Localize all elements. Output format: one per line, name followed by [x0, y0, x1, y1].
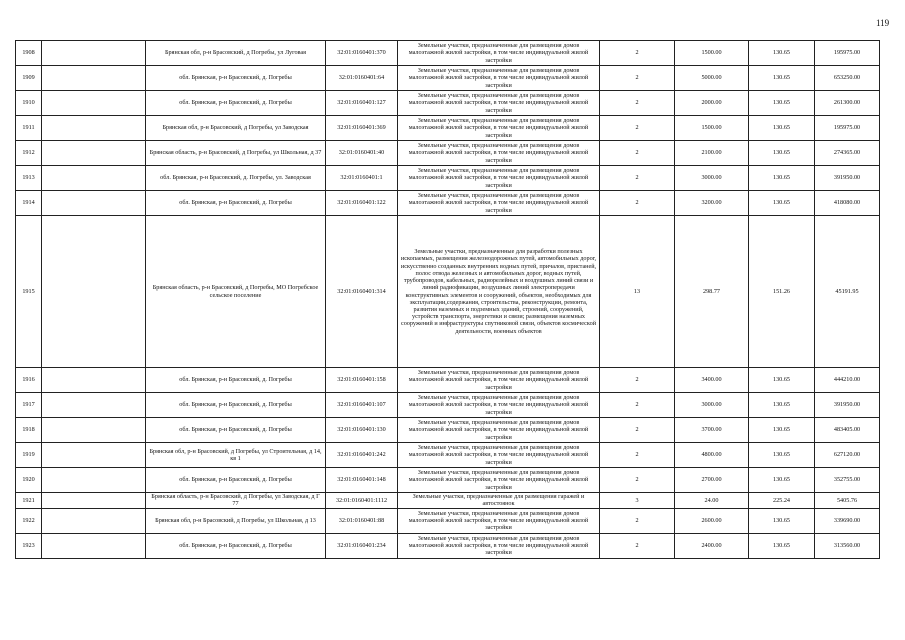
land-use-cell: Земельные участки, предназначенные для размещения домов малоэтажной жилой застройки, в том числе индивидуальной жилой застройки: [398, 141, 600, 166]
cadastral-number-cell: 32:01:0160401:242: [326, 443, 398, 468]
land-use-cell: Земельные участки, предназначенные для размещения домов малоэтажной жилой застройки, в том числе индивидуальной жилой застройки: [398, 443, 600, 468]
row-number-cell: 1923: [16, 533, 42, 558]
area-cell: 298.77: [675, 216, 749, 368]
group-cell: 2: [600, 41, 675, 66]
group-cell: 2: [600, 368, 675, 393]
cadastral-value-cell: 339690.00: [815, 508, 880, 533]
address-cell: обл. Брянская, р-н Брасовский, д. Погребы: [146, 418, 326, 443]
cadastral-value-cell: 391950.00: [815, 166, 880, 191]
cadastral-value-cell: 653250.00: [815, 66, 880, 91]
group-cell: 3: [600, 493, 675, 509]
table-row: [16, 66, 880, 91]
address-cell: Брянская обл, р-н Брасовский, д Погребы, ул Строительная, д 14, кв 1: [146, 443, 326, 468]
cadastral-number-cell: 32:01:0160401:234: [326, 533, 398, 558]
table-row: [16, 533, 880, 558]
group-cell: 2: [600, 468, 675, 493]
row-number-cell: 1918: [16, 418, 42, 443]
group-cell: 2: [600, 533, 675, 558]
cadastral-number-cell: 32:01:0160401:127: [326, 91, 398, 116]
cadastral-number-cell: 32:01:0160401:107: [326, 393, 398, 418]
row-number-cell: 1920: [16, 468, 42, 493]
area-cell: 2000.00: [675, 91, 749, 116]
cadastral-number-cell: 32:01:0160401:158: [326, 368, 398, 393]
address-cell: Брянская обл, р-н Брасовский, д Погребы, ул Школьная, д 13: [146, 508, 326, 533]
land-use-cell: Земельные участки, предназначенные для размещения домов малоэтажной жилой застройки, в том числе индивидуальной жилой застройки: [398, 116, 600, 141]
blank-cell: [42, 368, 146, 393]
specific-value-cell: 130.65: [749, 468, 815, 493]
group-cell: 2: [600, 166, 675, 191]
table-row: [16, 91, 880, 116]
land-use-cell: Земельные участки, предназначенные для размещения домов малоэтажной жилой застройки, в том числе индивидуальной жилой застройки: [398, 191, 600, 216]
address-cell: обл. Брянская, р-н Брасовский, д. Погребы: [146, 393, 326, 418]
group-cell: 2: [600, 393, 675, 418]
cadastral-value-cell: 444210.00: [815, 368, 880, 393]
specific-value-cell: 130.65: [749, 166, 815, 191]
cadastral-value-cell: 313560.00: [815, 533, 880, 558]
area-cell: 3400.00: [675, 368, 749, 393]
page-number: 119: [876, 18, 890, 28]
cadastral-number-cell: 32:01:0160401:1112: [326, 493, 398, 509]
row-number-cell: 1917: [16, 393, 42, 418]
row-number-cell: 1910: [16, 91, 42, 116]
table-row: [16, 393, 880, 418]
land-use-cell: Земельные участки, предназначенные для размещения домов малоэтажной жилой застройки, в том числе индивидуальной жилой застройки: [398, 393, 600, 418]
cadastral-value-cell: 352755.00: [815, 468, 880, 493]
specific-value-cell: 130.65: [749, 66, 815, 91]
table-row: [16, 116, 880, 141]
table-row: [16, 508, 880, 533]
cadastral-value-cell: 5405.76: [815, 493, 880, 509]
area-cell: 3200.00: [675, 191, 749, 216]
specific-value-cell: 130.65: [749, 116, 815, 141]
address-cell: обл. Брянская, р-н Брасовский, д. Погребы, ул. Заводская: [146, 166, 326, 191]
specific-value-cell: 130.65: [749, 191, 815, 216]
group-cell: 2: [600, 418, 675, 443]
address-cell: Брянская область, р-н Брасовский, д Погребы, МО Погребское сельское поселение: [146, 216, 326, 368]
blank-cell: [42, 191, 146, 216]
table-row: [16, 191, 880, 216]
specific-value-cell: 130.65: [749, 533, 815, 558]
area-cell: 3000.00: [675, 393, 749, 418]
address-cell: обл. Брянская, р-н Брасовский, д. Погребы: [146, 91, 326, 116]
table-row: [16, 468, 880, 493]
blank-cell: [42, 116, 146, 141]
row-number-cell: 1916: [16, 368, 42, 393]
land-use-cell: Земельные участки, предназначенные для размещения домов малоэтажной жилой застройки, в том числе индивидуальной жилой застройки: [398, 418, 600, 443]
cadastral-value-table: [15, 40, 880, 559]
cadastral-number-cell: 32:01:0160401:369: [326, 116, 398, 141]
area-cell: 2100.00: [675, 141, 749, 166]
table-row: [16, 216, 880, 368]
specific-value-cell: 130.65: [749, 141, 815, 166]
blank-cell: [42, 141, 146, 166]
land-use-cell: Земельные участки, предназначенные для размещения домов малоэтажной жилой застройки, в том числе индивидуальной жилой застройки: [398, 91, 600, 116]
group-cell: 2: [600, 91, 675, 116]
area-cell: 3000.00: [675, 166, 749, 191]
address-cell: Брянская обл, р-н Брасовский, д Погребы, ул Заводская: [146, 116, 326, 141]
blank-cell: [42, 216, 146, 368]
blank-cell: [42, 508, 146, 533]
group-cell: 2: [600, 116, 675, 141]
area-cell: 4800.00: [675, 443, 749, 468]
cadastral-number-cell: 32:01:0160401:122: [326, 191, 398, 216]
specific-value-cell: 130.65: [749, 41, 815, 66]
land-use-cell: Земельные участки, предназначенные для размещения домов малоэтажной жилой застройки, в том числе индивидуальной жилой застройки: [398, 368, 600, 393]
area-cell: 2700.00: [675, 468, 749, 493]
group-cell: 2: [600, 508, 675, 533]
area-cell: 2600.00: [675, 508, 749, 533]
row-number-cell: 1913: [16, 166, 42, 191]
address-cell: обл. Брянская, р-н Брасовский, д. Погребы: [146, 368, 326, 393]
cadastral-value-cell: 391950.00: [815, 393, 880, 418]
row-number-cell: 1912: [16, 141, 42, 166]
land-use-cell: Земельные участки, предназначенные для размещения домов малоэтажной жилой застройки, в том числе индивидуальной жилой застройки: [398, 66, 600, 91]
cadastral-number-cell: 32:01:0160401:314: [326, 216, 398, 368]
group-cell: 2: [600, 443, 675, 468]
specific-value-cell: 130.65: [749, 418, 815, 443]
row-number-cell: 1911: [16, 116, 42, 141]
cadastral-number-cell: 32:01:0160401:370: [326, 41, 398, 66]
group-cell: 2: [600, 141, 675, 166]
group-cell: 13: [600, 216, 675, 368]
table-body: [16, 41, 880, 559]
table-row: [16, 166, 880, 191]
blank-cell: [42, 41, 146, 66]
cadastral-value-cell: 627120.00: [815, 443, 880, 468]
blank-cell: [42, 91, 146, 116]
group-cell: 2: [600, 191, 675, 216]
row-number-cell: 1909: [16, 66, 42, 91]
land-use-cell: Земельные участки, предназначенные для размещения домов малоэтажной жилой застройки, в том числе индивидуальной жилой застройки: [398, 468, 600, 493]
address-cell: обл. Брянская, р-н Брасовский, д. Погребы: [146, 468, 326, 493]
cadastral-value-cell: 45191.95: [815, 216, 880, 368]
cadastral-value-cell: 195975.00: [815, 41, 880, 66]
cadastral-number-cell: 32:01:0160401:1: [326, 166, 398, 191]
specific-value-cell: 130.65: [749, 393, 815, 418]
blank-cell: [42, 66, 146, 91]
group-cell: 2: [600, 66, 675, 91]
address-cell: обл. Брянская, р-н Брасовский, д. Погребы: [146, 533, 326, 558]
cadastral-number-cell: 32:01:0160401:88: [326, 508, 398, 533]
area-cell: 5000.00: [675, 66, 749, 91]
blank-cell: [42, 166, 146, 191]
land-use-cell: Земельные участки, предназначенные для размещения гаражей и автостоянок: [398, 493, 600, 509]
blank-cell: [42, 533, 146, 558]
cadastral-number-cell: 32:01:0160401:148: [326, 468, 398, 493]
blank-cell: [42, 493, 146, 509]
cadastral-value-cell: 261300.00: [815, 91, 880, 116]
area-cell: 2400.00: [675, 533, 749, 558]
land-use-cell: Земельные участки, предназначенные для размещения домов малоэтажной жилой застройки, в том числе индивидуальной жилой застройки: [398, 166, 600, 191]
area-cell: 1500.00: [675, 41, 749, 66]
blank-cell: [42, 443, 146, 468]
table-row: [16, 493, 880, 509]
land-use-cell: Земельные участки, предназначенные для размещения домов малоэтажной жилой застройки, в том числе индивидуальной жилой застройки: [398, 508, 600, 533]
cadastral-value-cell: 418080.00: [815, 191, 880, 216]
specific-value-cell: 130.65: [749, 368, 815, 393]
table-row: [16, 368, 880, 393]
blank-cell: [42, 468, 146, 493]
table-row: [16, 141, 880, 166]
row-number-cell: 1908: [16, 41, 42, 66]
land-use-cell: Земельные участки, предназначенные для размещения домов малоэтажной жилой застройки, в том числе индивидуальной жилой застройки: [398, 533, 600, 558]
specific-value-cell: 225.24: [749, 493, 815, 509]
table-row: [16, 41, 880, 66]
address-cell: обл. Брянская, р-н Брасовский, д. Погребы: [146, 191, 326, 216]
specific-value-cell: 130.65: [749, 443, 815, 468]
cadastral-number-cell: 32:01:0160401:40: [326, 141, 398, 166]
cadastral-value-cell: 274365.00: [815, 141, 880, 166]
row-number-cell: 1919: [16, 443, 42, 468]
row-number-cell: 1922: [16, 508, 42, 533]
cadastral-number-cell: 32:01:0160401:130: [326, 418, 398, 443]
address-cell: Брянская область, р-н Брасовский, д Погребы, ул Заводская, д Г 77: [146, 493, 326, 509]
cadastral-value-cell: 195975.00: [815, 116, 880, 141]
address-cell: обл. Брянская, р-н Брасовский, д. Погребы: [146, 66, 326, 91]
land-use-cell: Земельные участки, предназначенные для разработки полезных ископаемых, размещения железнодорожных путей, автомобильных дорог, искусственно созданных внутренних водных путей, причалов, пристаней, полос отвода железных и автомобильных дорог, водных путей, трубопроводов, кабельных, радиорелейных и воздушных линий связи и линий радиофикации, воздушных линий электропередачи конструктивных элементов и сооружений, объектов, необходимых для эксплуатации,содержания, строительства, реконструкции, ремонта, развития наземных и подземных зданий, строений, сооружений, устройств транспорта, энергетики и связи; размещения наземных сооружений и инфраструктуры спутниковой связи, объектов космической деятельности, военных объектов: [398, 216, 600, 368]
row-number-cell: 1921: [16, 493, 42, 509]
row-number-cell: 1915: [16, 216, 42, 368]
specific-value-cell: 151.26: [749, 216, 815, 368]
land-use-cell: Земельные участки, предназначенные для размещения домов малоэтажной жилой застройки, в том числе индивидуальной жилой застройки: [398, 41, 600, 66]
row-number-cell: 1914: [16, 191, 42, 216]
table-row: [16, 443, 880, 468]
specific-value-cell: 130.65: [749, 91, 815, 116]
blank-cell: [42, 393, 146, 418]
area-cell: 24.00: [675, 493, 749, 509]
area-cell: 1500.00: [675, 116, 749, 141]
address-cell: Брянская обл, р-н Брасовский, д Погребы, ул Луговая: [146, 41, 326, 66]
cadastral-value-cell: 483405.00: [815, 418, 880, 443]
area-cell: 3700.00: [675, 418, 749, 443]
table-row: [16, 418, 880, 443]
address-cell: Брянская область, р-н Брасовский, д Погребы, ул Школьная, д 37: [146, 141, 326, 166]
cadastral-number-cell: 32:01:0160401:64: [326, 66, 398, 91]
blank-cell: [42, 418, 146, 443]
specific-value-cell: 130.65: [749, 508, 815, 533]
